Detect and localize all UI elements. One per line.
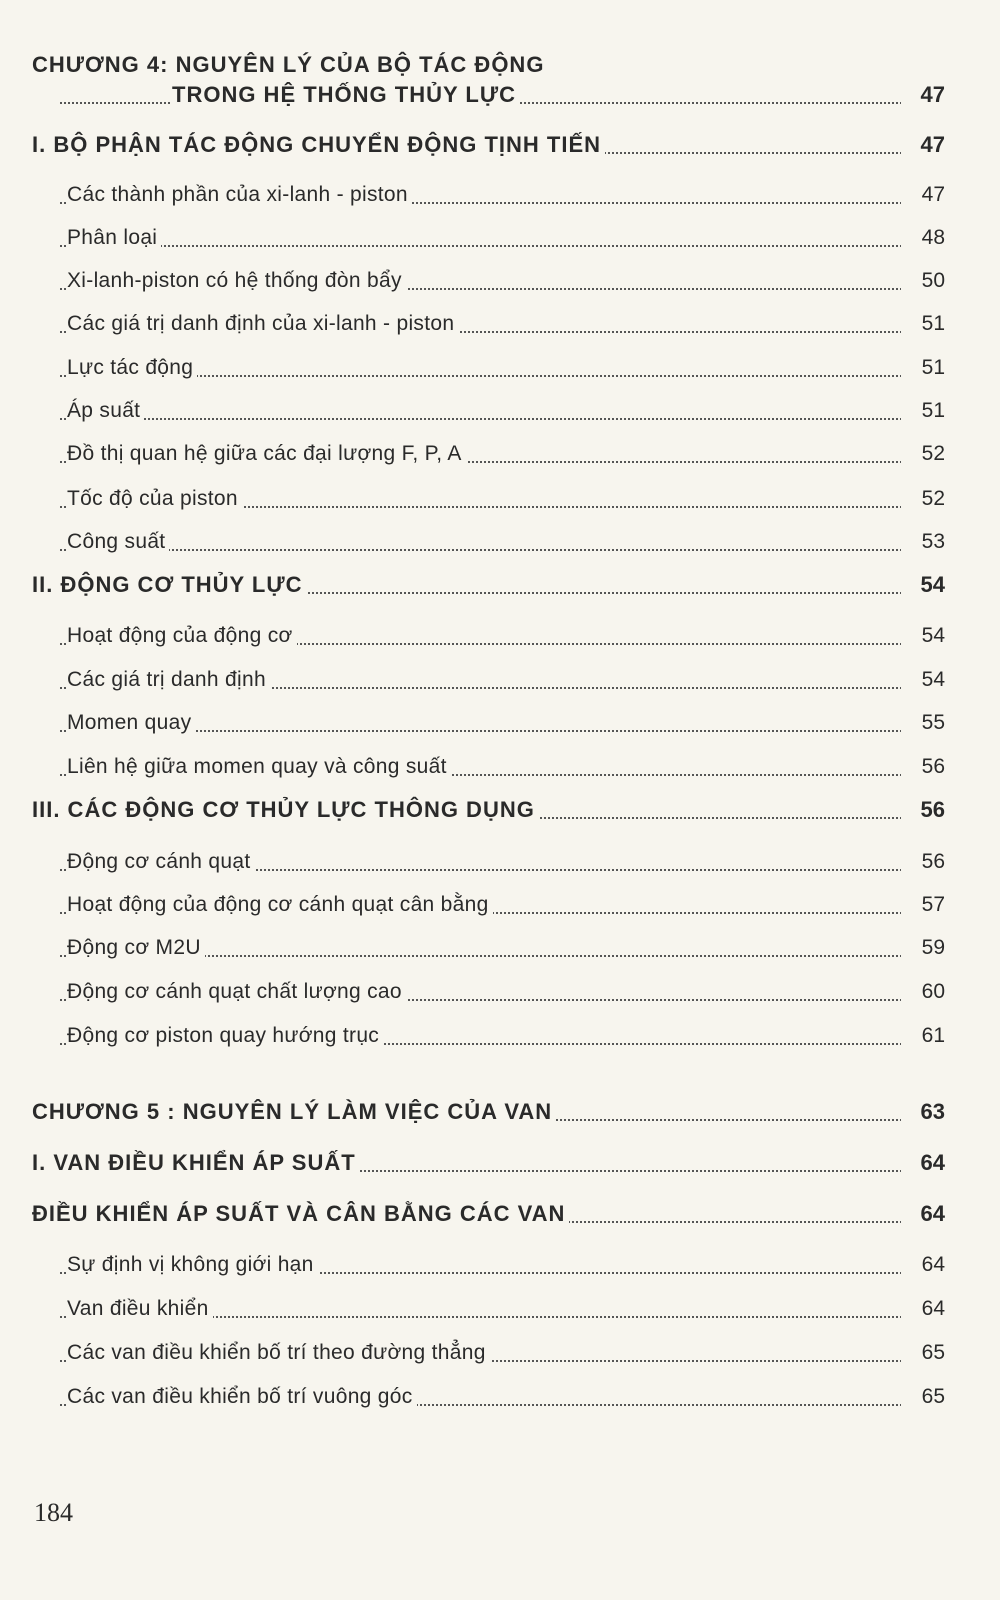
toc-entry-page: 50 [901, 264, 945, 298]
toc-entry [0, 307, 1000, 341]
toc-entry-title: Đồ thị quan hệ giữa các đại lượng F, P, A [67, 437, 466, 471]
toc-entry-title: III. CÁC ĐỘNG CƠ THỦY LỰC THÔNG DỤNG [32, 793, 539, 827]
toc-entry-page: 56 [901, 793, 945, 827]
toc-entry-title: Tốc độ của piston [67, 482, 242, 516]
dot-leader [60, 245, 922, 247]
toc-entry-page: 64 [901, 1197, 945, 1231]
toc-entry [0, 482, 1000, 516]
toc-entry [0, 128, 1000, 162]
toc-entry-page: 54 [901, 663, 945, 697]
toc-entry [0, 1197, 1000, 1231]
toc-entry-title: Momen quay [67, 706, 195, 740]
toc-entry-title: Sự định vị không giới hạn [67, 1248, 318, 1282]
toc-entry [0, 845, 1000, 879]
toc-entry-page: 47 [901, 178, 945, 212]
toc-entry [0, 931, 1000, 965]
toc-entry-title: I. VAN ĐIỀU KHIỂN ÁP SUẤT [32, 1146, 360, 1180]
toc-entry [0, 1146, 1000, 1180]
chapter-4-title-line2-row [0, 78, 1000, 112]
chapter-4-title-line1: CHƯƠNG 4: NGUYÊN LÝ CỦA BỘ TÁC ĐỘNG [32, 52, 545, 77]
page-number: 184 [34, 1498, 73, 1527]
toc-entry-page: 59 [901, 931, 945, 965]
toc-entry [0, 178, 1000, 212]
toc-entry-title: Các giá trị danh định của xi-lanh - piston [67, 307, 458, 341]
toc-entry [0, 1019, 1000, 1053]
toc-entry-page: 61 [901, 1019, 945, 1053]
toc-entry-page: 52 [901, 437, 945, 471]
toc-entry-title: Các giá trị danh định [67, 663, 270, 697]
toc-entry-page: 56 [901, 845, 945, 879]
toc-entry-page: 63 [901, 1095, 945, 1129]
toc-entry-page: 48 [901, 221, 945, 255]
toc-entry [0, 1095, 1000, 1129]
toc-entry-title: Động cơ piston quay hướng trục [67, 1019, 383, 1053]
toc-entry-title: I. BỘ PHẬN TÁC ĐỘNG CHUYỂN ĐỘNG TỊNH TIẾN [32, 128, 605, 162]
toc-entry [0, 264, 1000, 298]
toc-entry-title: Các van điều khiển bố trí vuông góc [67, 1380, 417, 1414]
toc-entry-title: Áp suất [67, 394, 144, 428]
toc-entry-page: 65 [901, 1336, 945, 1370]
toc-entry-page: 54 [901, 619, 945, 653]
toc-entry-title: Hoạt động của động cơ cánh quạt cân bằng [67, 888, 493, 922]
toc-entry-title: Phân loại [67, 221, 161, 255]
toc-entry-title: Động cơ cánh quạt chất lượng cao [67, 975, 406, 1009]
toc-entry-page: 53 [901, 525, 945, 559]
toc-entry-title: ĐIỀU KHIỂN ÁP SUẤT VÀ CÂN BẰNG CÁC VAN [32, 1197, 569, 1231]
toc-entry [0, 525, 1000, 559]
toc-entry [0, 437, 1000, 471]
toc-entry-title: CHƯƠNG 5 : NGUYÊN LÝ LÀM VIỆC CỦA VAN [32, 1095, 556, 1129]
toc-entry-title: Các van điều khiển bố trí theo đường thẳng [67, 1336, 490, 1370]
toc-entry-title: Động cơ M2U [67, 931, 205, 965]
toc-entry [0, 568, 1000, 602]
toc-entry [0, 619, 1000, 653]
toc-entry-title: II. ĐỘNG CƠ THỦY LỰC [32, 568, 307, 602]
toc-entry [0, 793, 1000, 827]
toc-entry [0, 888, 1000, 922]
toc-entry-title: Công suất [67, 525, 169, 559]
toc-entry [0, 221, 1000, 255]
chapter-4-page: 47 [901, 78, 945, 112]
toc-entry-title: Các thành phần của xi-lanh - piston [67, 178, 412, 212]
toc-entry [0, 1336, 1000, 1370]
toc-entry-page: 57 [901, 888, 945, 922]
toc-entry-page: 64 [901, 1146, 945, 1180]
chapter-4-title-line2: TRONG HỆ THỐNG THỦY LỰC [172, 78, 520, 112]
toc-entry-page: 65 [901, 1380, 945, 1414]
toc-entry [0, 663, 1000, 697]
toc-entry [0, 1292, 1000, 1326]
toc-entry-page: 52 [901, 482, 945, 516]
toc-entry-page: 51 [901, 351, 945, 385]
toc-entry [0, 394, 1000, 428]
toc-entry-page: 54 [901, 568, 945, 602]
toc-entry [0, 975, 1000, 1009]
toc-entry-title: Hoạt động của động cơ [67, 619, 297, 653]
toc-entry-page: 56 [901, 750, 945, 784]
toc-entry-title: Lực tác động [67, 351, 197, 385]
toc-entry-title: Liên hệ giữa momen quay và công suất [67, 750, 451, 784]
dot-leader [60, 549, 922, 551]
toc-entry [0, 750, 1000, 784]
toc-entry-page: 64 [901, 1292, 945, 1326]
toc-entry-page: 64 [901, 1248, 945, 1282]
toc-entry-title: Van điều khiển [67, 1292, 213, 1326]
toc-entry-page: 60 [901, 975, 945, 1009]
toc-entry-page: 47 [901, 128, 945, 162]
toc-entry-title: Xi-lanh-piston có hệ thống đòn bẩy [67, 264, 406, 298]
toc-entry [0, 351, 1000, 385]
toc-entry-title: Động cơ cánh quạt [67, 845, 255, 879]
toc-entry-page: 51 [901, 307, 945, 341]
toc-entry [0, 1248, 1000, 1282]
toc-entry [0, 706, 1000, 740]
dot-leader [60, 418, 922, 420]
toc-entry [0, 1380, 1000, 1414]
toc-entry-page: 55 [901, 706, 945, 740]
toc-entry-page: 51 [901, 394, 945, 428]
